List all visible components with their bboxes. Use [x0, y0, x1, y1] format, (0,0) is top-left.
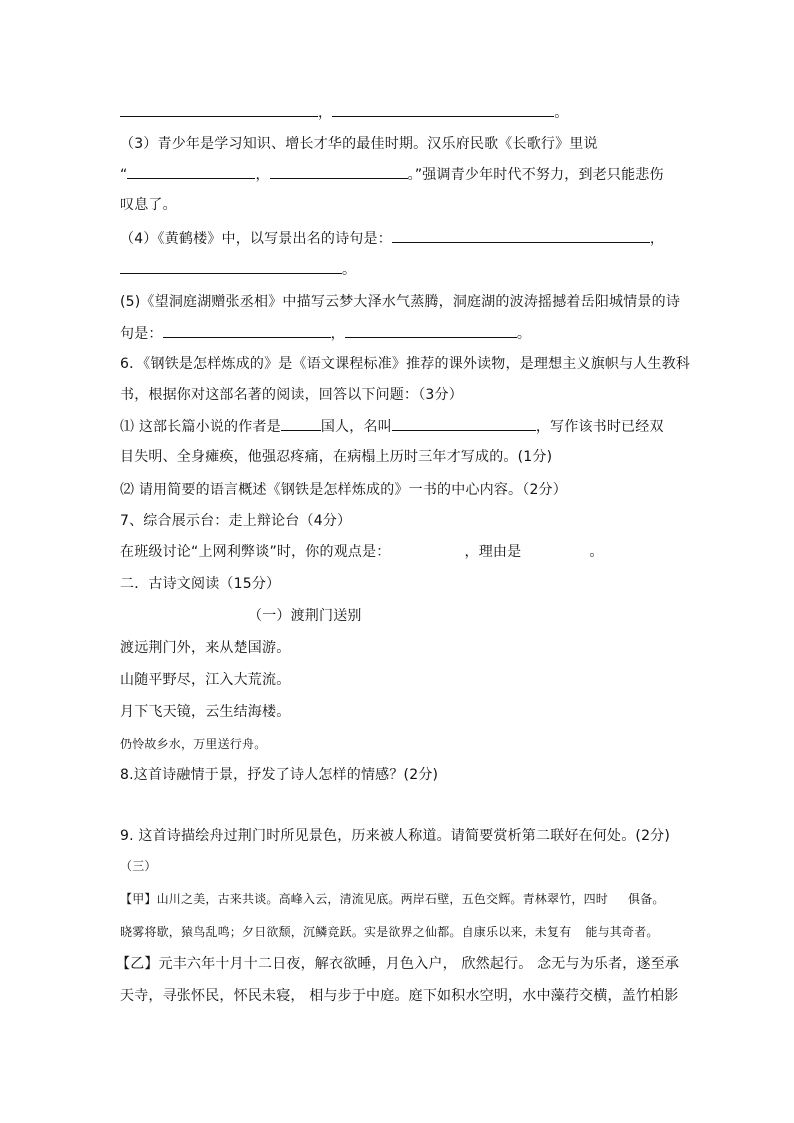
q5-item5-line2: 句是： ， 。: [120, 323, 531, 344]
q5-item3-line1: （3）青少年是学习知识、增长才华的最佳时期。汉乐府民歌《长歌行》里说: [120, 136, 598, 152]
q7-title: 7、综合展示台：走上辩论台（4分）: [120, 513, 352, 529]
q6-stem-line2: 书，根据你对这部名著的阅读，回答以下问题：（3分）: [120, 387, 463, 403]
q6-sub2: ⑵ 请用简要的语言概述《钢铁是怎样炼成的》一书的中心内容。（2分）: [120, 482, 567, 498]
q5-item5-line1: (5)《望洞庭湖赠张丞相》中描写云梦大泽水气蒸腾，洞庭湖的波涛摇撼着岳阳城情景的诗: [120, 294, 681, 310]
answer-blank[interactable]: [392, 228, 650, 243]
jia-line2: 晓雾将歇，猿鸟乱鸣；夕日欲颓，沉鳞竞跃。实是欲界之仙都。自康乐以来，未复有 能与其奇者。: [120, 925, 659, 939]
q7-line: 在班级讨论“上网利弊谈”时，你的观点是： ，理由是 。: [120, 544, 604, 560]
part3-label: （三）: [120, 859, 157, 873]
q6-sub1-line2: 目失明、全身瘫痪，他强忍疼痛，在病榻上历时三年才写成的。(1分): [120, 449, 553, 465]
q5-item3-line2: “ ， 。”强调青少年时代不努力，到老只能悲伤: [120, 164, 664, 185]
answer-blank[interactable]: [163, 323, 331, 338]
section2-heading: 二．古诗文阅读（15分）: [120, 576, 281, 592]
answer-blank[interactable]: [120, 259, 342, 274]
poem-line: 仍怜故乡水，万里送行舟。: [120, 737, 267, 751]
answer-blank[interactable]: [332, 102, 554, 117]
q6-stem-line1: 6．《钢铁是怎样炼成的》是《语文课程标准》推荐的课外读物，是理想主义旗帜与人生教科: [120, 356, 691, 372]
poem-line: 月下飞天镜，云生结海楼。: [120, 704, 291, 720]
q5-item2-blank-line: ， 。: [120, 102, 568, 123]
answer-blank[interactable]: [281, 416, 321, 431]
poem-line: 渡远荆门外，来从楚国游。: [120, 640, 291, 656]
q8: 8.这首诗融情于景，抒发了诗人怎样的情感？(2分): [120, 767, 439, 783]
jia-line1: 【甲】山川之美，古来共谈。高峰入云，清流见底。两岸石壁，五色交辉。青林翠竹，四时 俱备。: [120, 892, 665, 906]
answer-blank[interactable]: [120, 102, 318, 117]
poem-title: （一）渡荆门送别: [248, 608, 362, 624]
answer-blank[interactable]: [392, 416, 536, 431]
poem-line: 山随平野尽，江入大荒流。: [120, 672, 291, 688]
yi-line1: 【乙】元丰六年十月十二日夜，解衣欲睡，月色入户， 欣然起行。 念无与为乐者，遂至承: [116, 956, 680, 972]
answer-blank[interactable]: [127, 164, 255, 179]
q5-item4-line1: （4）《黄鹤楼》中，以写景出名的诗句是： ，: [120, 228, 664, 249]
q5-item3-line3: 叹息了。: [120, 197, 177, 213]
answer-blank[interactable]: [270, 164, 408, 179]
q5-item4-line2: 。: [120, 259, 356, 280]
q9: 9. 这首诗描绘舟过荆门时所见景色，历来被人称道。请简要赏析第二联好在何处。(2分): [120, 828, 671, 844]
yi-line2: 天寺，寻张怀民，怀民未寝， 相与步于中庭。庭下如积水空明，水中藻荇交横，盖竹柏影: [120, 988, 679, 1004]
answer-blank[interactable]: [345, 323, 517, 338]
q6-sub1-line1: ⑴ 这部长篇小说的作者是 国人，名叫 ，写作该书时已经双: [120, 416, 664, 437]
